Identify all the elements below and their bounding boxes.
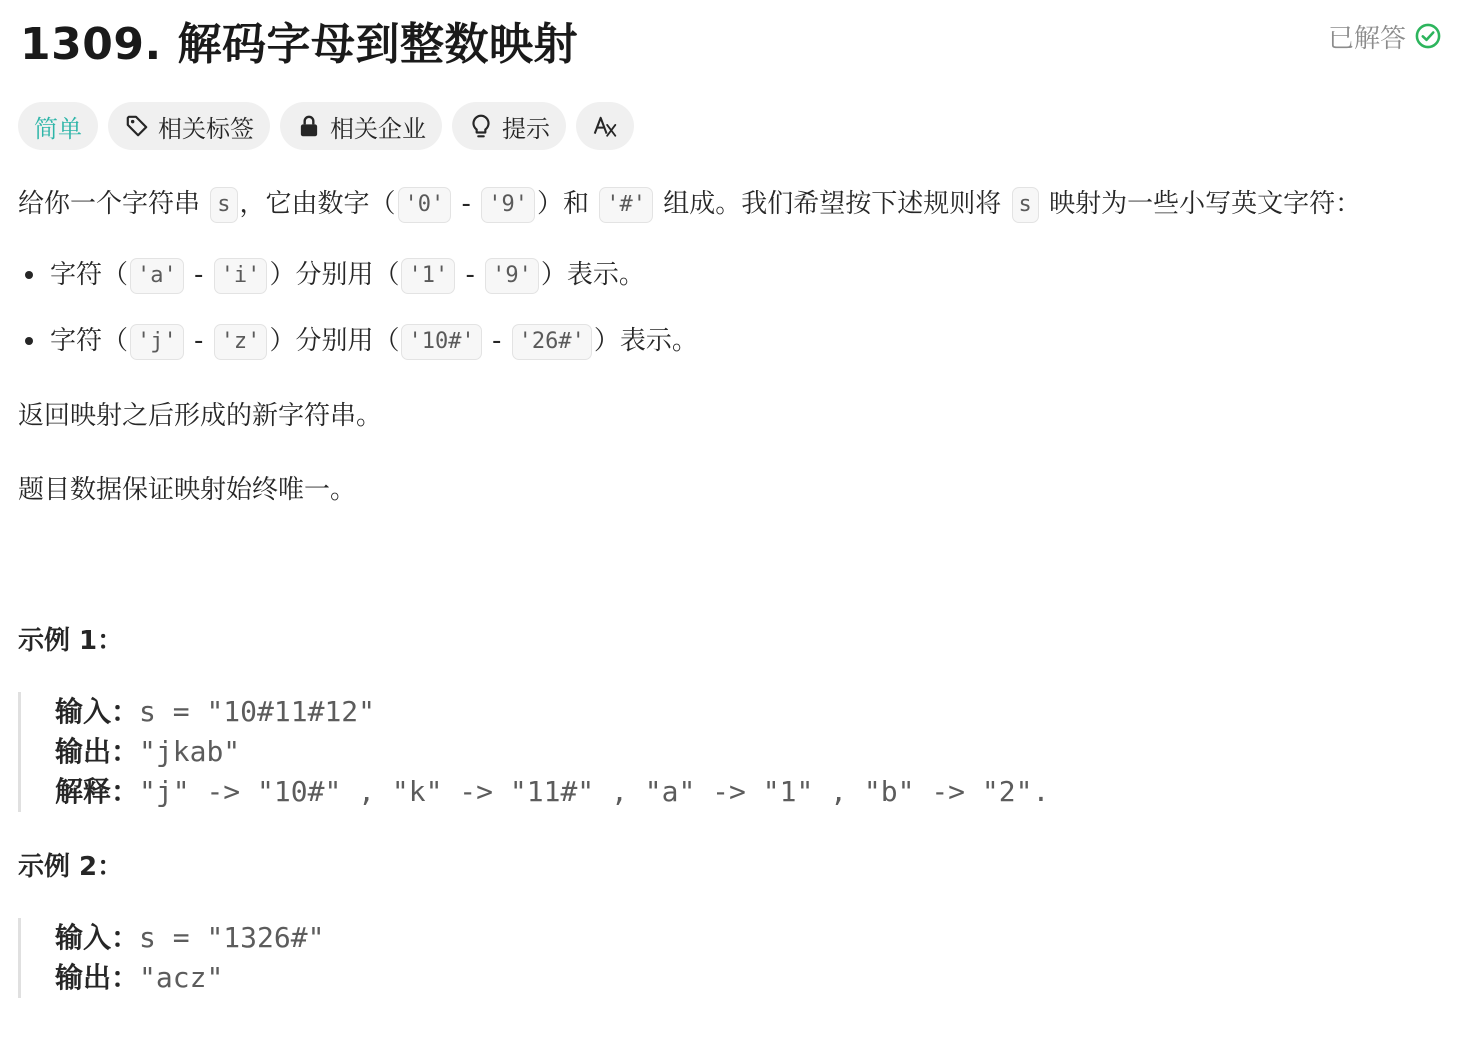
intro-text: - [453,189,480,219]
check-circle-icon [1414,22,1442,50]
return-text: 返回映射之后形成的新字符串。 [18,401,383,431]
intro-text: 给你一个字符串 [18,189,201,219]
companies-tag-label: 相关企业 [330,114,426,143]
intro-text: 组成。我们希望按下述规则将 [663,189,1002,219]
example-2-title: 示例 2： [18,852,124,882]
translate-button[interactable] [576,102,634,150]
inline-code: '#' [599,187,653,223]
inline-code: '0' [398,187,452,223]
example-value: s = "10#11#12" [139,695,376,728]
example-value: "acz" [139,961,224,994]
example-value: "jkab" [139,735,241,768]
tag-icon [124,113,150,139]
example-line [55,772,1049,812]
translate-icon [592,113,618,139]
inline-code: 'j' [130,324,184,360]
example-line [55,958,324,998]
example-label: 解释： [55,775,140,808]
lock-icon [296,113,322,139]
intro-text: 映射为一些小写英文字符： [1049,189,1362,219]
rule-item [18,308,1442,374]
problem-title[interactable]: 1309. 解码字母到整数映射 [20,19,578,70]
example-2-block [18,918,324,998]
example-1-block [18,692,1049,812]
mapping-rules [18,242,1442,374]
example-value: "j" -> "10#" , "k" -> "11#" , "a" -> "1" , "b" -> "2". [139,775,1050,808]
rule-text: ）表示。 [593,326,698,356]
inline-code: s [1012,187,1039,223]
rule-text: 字符（ [50,326,129,356]
rule-text: ）分别用（ [269,260,400,290]
solved-status [1328,18,1442,55]
example-label: 输入： [55,695,140,728]
problem-tags [18,102,634,150]
inline-code: 'z' [214,324,268,360]
inline-code: '1' [401,258,455,294]
rule-text: ）表示。 [540,260,645,290]
inline-code: '26#' [512,324,592,360]
inline-code: 'i' [214,258,268,294]
inline-code: '9' [481,187,535,223]
problem-header [20,8,1442,72]
inline-code: '10#' [401,324,481,360]
example-1-title: 示例 1： [18,626,124,656]
rule-text: 字符（ [50,260,129,290]
difficulty-badge[interactable] [18,102,98,150]
description-intro [18,176,1442,232]
topics-tag-button[interactable] [108,102,270,150]
lightbulb-icon [468,113,494,139]
problem-description [18,176,1442,518]
hint-label: 提示 [502,114,550,143]
example-label: 输入： [55,921,140,954]
rule-text: - [185,326,212,356]
example-line [55,918,324,958]
intro-text: ）和 [536,189,589,219]
topics-tag-label: 相关标签 [158,114,254,143]
inline-code: '9' [485,258,539,294]
intro-text: ，它由数字（ [239,189,396,219]
guarantee-text: 题目数据保证映射始终唯一。 [18,475,357,505]
example-label: 输出： [55,735,140,768]
difficulty-label: 简单 [34,114,82,143]
rule-item [18,242,1442,308]
solved-label: 已解答 [1327,23,1406,54]
companies-tag-button[interactable] [280,102,442,150]
inline-code: s [210,187,237,223]
rule-text: - [457,260,484,290]
example-value: s = "1326#" [139,921,325,954]
example-line [55,692,1049,732]
rule-text: ）分别用（ [269,326,400,356]
inline-code: 'a' [130,258,184,294]
rule-text: - [185,260,212,290]
example-label: 输出： [55,961,140,994]
example-line [55,732,1049,772]
rule-text: - [483,326,510,356]
hint-button[interactable] [452,102,566,150]
